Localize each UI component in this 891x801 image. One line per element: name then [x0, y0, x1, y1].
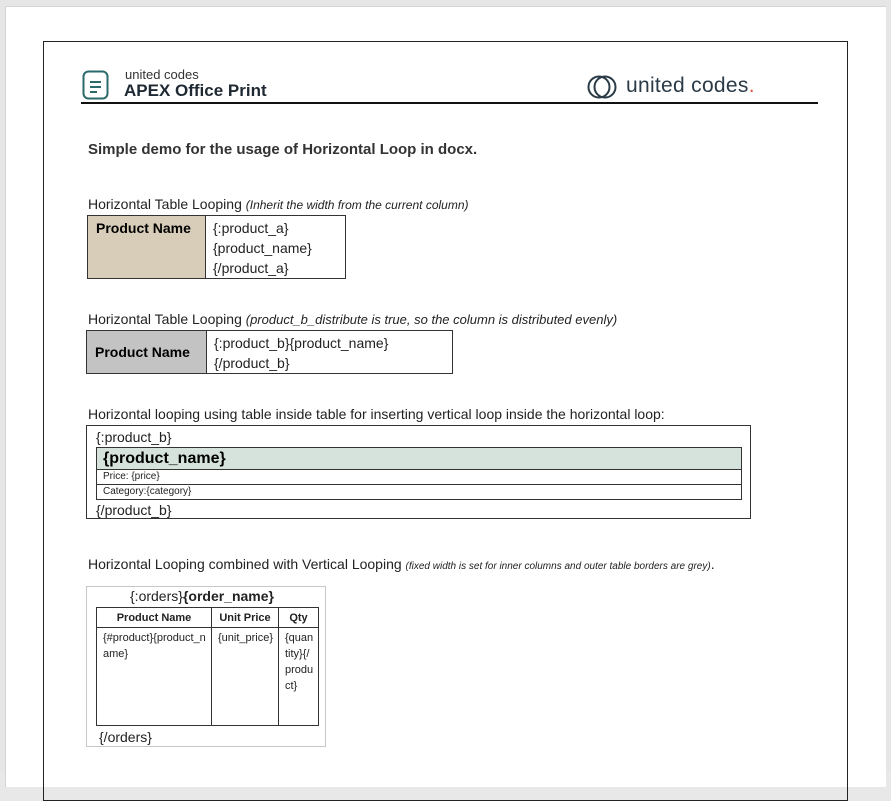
company-logo-word: united codes: [626, 74, 749, 97]
section1-value-cell: [206, 216, 346, 279]
section3-close-tag: {/product_b}: [96, 502, 172, 518]
section4-product-table: [97, 608, 318, 725]
section3-open-tag: {:product_b}: [96, 429, 172, 445]
section1-line: {/product_a}: [213, 260, 289, 276]
brand-small-text: united codes: [125, 67, 199, 82]
column-header-product-name: Product Name: [97, 608, 212, 628]
quantity-cell: {quantity}{/product}: [279, 628, 319, 726]
section2-line: {/product_b}: [214, 355, 290, 371]
section1-heading-text: Horizontal Table Looping: [88, 196, 242, 212]
section3-inner-title: {product_name}: [97, 448, 741, 470]
section4-order-header: [130, 588, 274, 604]
unit-price-cell: {unit_price}: [212, 628, 279, 726]
section4-close-tag: {/orders}: [99, 729, 152, 745]
section2-table: [86, 330, 453, 374]
section4-open-tag: {:orders}: [130, 588, 183, 604]
section2-label-cell: Product Name: [87, 331, 207, 374]
header-divider: [81, 102, 818, 104]
product-name-cell: {#product}{product_name}: [97, 628, 212, 726]
document-title: Simple demo for the usage of Horizontal Loop in docx.: [88, 141, 478, 158]
section4-trailing: .: [710, 556, 715, 572]
section1-line: {:product_a}: [213, 220, 289, 236]
column-header-unit-price: Unit Price: [212, 608, 279, 628]
section3-price-line: Price: {price}: [97, 470, 741, 485]
section1-table: [87, 215, 346, 279]
section2-note: (product_b_distribute is true, so the column is distributed evenly): [245, 312, 618, 327]
column-header-qty: Qty: [279, 608, 319, 628]
section3-category-line: Category:{category}: [103, 486, 192, 497]
section3-inner-table: [96, 447, 742, 500]
section2-line: {:product_b}{product_name}: [214, 335, 389, 351]
section3-outer-table: [86, 425, 751, 519]
section1-line: {product_name}: [213, 240, 312, 256]
brand-product-name: APEX Office Print: [124, 81, 267, 100]
company-logo-text: [626, 74, 755, 98]
section2-value-cell: [207, 331, 453, 374]
section3-heading: Horizontal looping using table inside table for inserting vertical loop inside the horizontal loop:: [88, 406, 665, 422]
section2-heading: [88, 311, 617, 327]
section4-note: (fixed width is set for inner columns and outer table borders are grey): [405, 561, 711, 572]
section4-outer-table: [86, 586, 326, 747]
section2-heading-text: Horizontal Table Looping: [88, 311, 242, 327]
section4-heading-text: Horizontal Looping combined with Vertical Looping: [88, 556, 402, 572]
section4-heading: [88, 556, 715, 572]
united-codes-logo-icon: [587, 75, 619, 99]
section1-label-cell: Product Name: [88, 216, 206, 279]
section1-heading: [88, 196, 469, 212]
section4-order-name: {order_name}: [182, 588, 274, 604]
company-logo-dot: .: [748, 74, 755, 97]
section1-note: (Inherit the width from the current column): [245, 198, 469, 212]
section4-inner-table: [96, 607, 319, 726]
aop-document-icon: [82, 70, 109, 100]
